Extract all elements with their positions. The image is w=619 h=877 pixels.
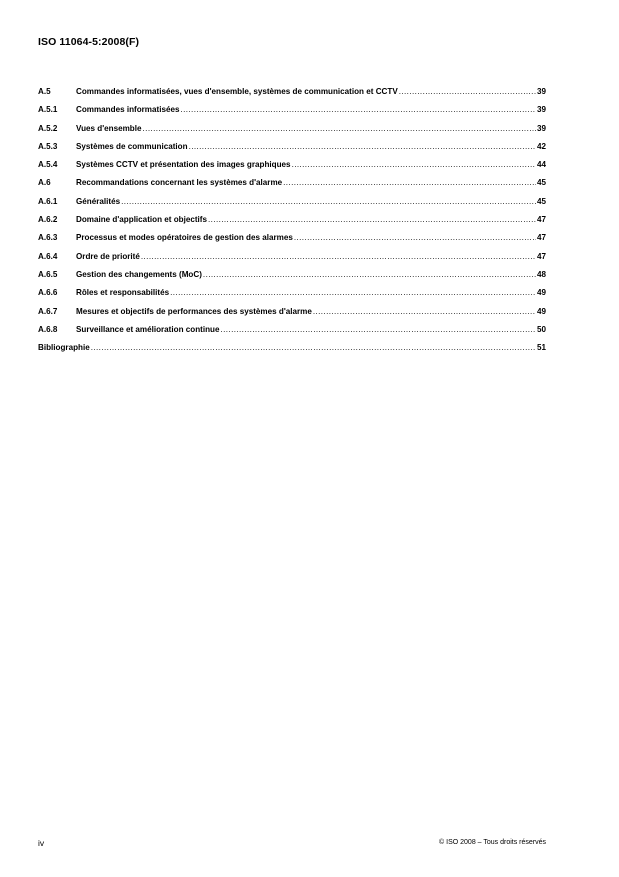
toc-dot-leader xyxy=(220,325,536,334)
toc-entry-page: 48 xyxy=(536,269,546,279)
toc-entry-page: 44 xyxy=(536,160,546,170)
toc-dot-leader xyxy=(141,252,536,261)
document-id: ISO 11064-5:2008(F) xyxy=(38,36,140,48)
toc-entry-page: 39 xyxy=(536,123,546,133)
page-number: iv xyxy=(38,838,45,848)
toc-entry-page: 39 xyxy=(536,87,546,96)
toc-dot-leader xyxy=(294,233,536,242)
toc-entry-title: Commandes informatisées, vues d'ensemble, systèmes de communication et CCTV xyxy=(76,87,398,96)
toc-entry-title: Commandes informatisées xyxy=(76,105,180,115)
toc-entry[interactable] xyxy=(38,160,546,178)
toc-dot-leader xyxy=(399,87,536,96)
toc-entry-title: Surveillance et amélioration continue xyxy=(76,324,220,334)
toc-entry[interactable] xyxy=(38,233,546,251)
toc-dot-leader xyxy=(91,343,536,352)
toc-entry-number: A.6.8 xyxy=(38,324,58,334)
toc-dot-leader xyxy=(143,124,536,133)
toc-entry-number: A.5.2 xyxy=(38,123,58,133)
toc-entry-title: Ordre de priorité xyxy=(76,251,140,261)
toc-entry-page: 42 xyxy=(536,141,546,151)
toc-entry-page: 49 xyxy=(536,288,546,298)
toc-entry-number: A.5.1 xyxy=(38,105,58,115)
toc-dot-leader xyxy=(283,178,536,187)
toc-entry-number: A.6 xyxy=(38,178,51,188)
toc-entry[interactable] xyxy=(38,142,546,160)
toc-dot-leader xyxy=(203,270,536,279)
toc-entry[interactable] xyxy=(38,288,546,306)
toc-entry[interactable] xyxy=(38,197,546,215)
toc-entry-title: Gestion des changements (MoC) xyxy=(76,269,202,279)
toc-dot-leader xyxy=(313,307,536,316)
toc-entry[interactable] xyxy=(38,124,546,142)
toc-entry-title: Domaine d'application et objectifs xyxy=(76,215,207,225)
toc-entry-title: Vues d'ensemble xyxy=(76,123,142,133)
toc-entry[interactable] xyxy=(38,178,546,196)
toc-entry-number: A.5.3 xyxy=(38,141,58,151)
toc-entry-title: Rôles et responsabilités xyxy=(76,288,170,298)
toc-entry[interactable] xyxy=(38,325,546,343)
toc-entry-page: 39 xyxy=(536,105,546,115)
toc-entry-title: Systèmes de communication xyxy=(76,141,188,151)
toc-entry[interactable] xyxy=(38,215,546,233)
toc-entry[interactable] xyxy=(38,270,546,288)
toc-entry-page: 47 xyxy=(536,251,546,261)
toc-entry-page: 45 xyxy=(536,196,546,206)
toc-entry-number: A.6.3 xyxy=(38,233,58,243)
toc-entry-title: Systèmes CCTV et présentation des images graphiques xyxy=(76,160,291,170)
toc-dot-leader xyxy=(189,142,536,151)
toc-entry-number: A.6.7 xyxy=(38,306,58,316)
toc-entry-title: Bibliographie xyxy=(38,343,90,353)
toc-entry-page: 47 xyxy=(536,215,546,225)
toc-entry-number: A.6.5 xyxy=(38,269,58,279)
toc-entry-page: 49 xyxy=(536,306,546,316)
toc-dot-leader xyxy=(180,105,536,114)
copyright-notice: © ISO 2008 – Tous droits réservés xyxy=(439,839,546,846)
toc-dot-leader xyxy=(208,215,536,224)
toc-entry-number: A.6.2 xyxy=(38,215,58,225)
toc-entry-number: A.6.4 xyxy=(38,251,58,261)
toc-entry[interactable] xyxy=(38,87,546,105)
toc-dot-leader xyxy=(292,160,536,169)
toc-entry[interactable] xyxy=(38,343,546,361)
toc-dot-leader xyxy=(121,197,536,206)
toc-entry-number: A.6.1 xyxy=(38,196,58,206)
toc-entry-number: A.6.6 xyxy=(38,288,58,298)
toc-entry-title: Recommandations concernant les systèmes d'alarme xyxy=(76,178,283,188)
toc-entry-number: A.5.4 xyxy=(38,160,58,170)
toc-entry[interactable] xyxy=(38,307,546,325)
toc-entry-page: 45 xyxy=(536,178,546,188)
table-of-contents xyxy=(38,87,546,361)
toc-entry-page: 50 xyxy=(536,324,546,334)
toc-entry-title: Mesures et objectifs de performances des systèmes d'alarme xyxy=(76,306,312,316)
toc-entry-page: 51 xyxy=(536,343,546,353)
toc-entry-number: A.5 xyxy=(38,87,51,96)
toc-entry-title: Généralités xyxy=(76,196,121,206)
toc-entry[interactable] xyxy=(38,252,546,270)
toc-dot-leader xyxy=(170,288,536,297)
toc-entry-title: Processus et modes opératoires de gestion des alarmes xyxy=(76,233,293,243)
toc-entry[interactable] xyxy=(38,105,546,123)
toc-entry-page: 47 xyxy=(536,233,546,243)
